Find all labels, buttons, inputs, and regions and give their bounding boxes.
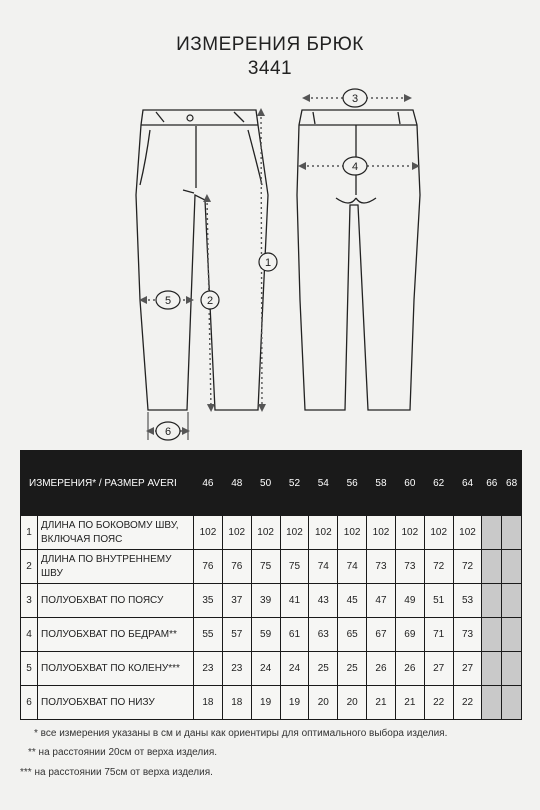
badge-6: [156, 422, 180, 440]
table-header-row: [21, 451, 522, 516]
table-cell: 27: [453, 652, 482, 686]
table-cell: 45: [338, 584, 367, 618]
table-row: [21, 516, 522, 550]
table-cell: 102: [309, 516, 338, 550]
table-cell: 65: [338, 618, 367, 652]
table-row: [21, 618, 522, 652]
footnote-1: * все измерения указаны в см и даны как ориентиры для оптимального выбора изделия.: [34, 728, 448, 739]
table-cell: 73: [453, 618, 482, 652]
table-cell: 102: [280, 516, 309, 550]
table-cell: 20: [338, 686, 367, 720]
size-header: 64: [453, 451, 482, 516]
table-cell: 21: [395, 686, 424, 720]
table-cell: 37: [222, 584, 251, 618]
table-cell: 19: [280, 686, 309, 720]
table-cell-empty: [482, 652, 502, 686]
table-cell: 23: [194, 652, 223, 686]
table-cell-empty: [502, 652, 522, 686]
table-cell-empty: [502, 516, 522, 550]
svg-text:3: 3: [351, 93, 359, 105]
row-number: 5: [21, 652, 38, 686]
measurement-name: [38, 550, 194, 584]
row-number: 1: [21, 516, 38, 550]
size-header: 60: [395, 451, 424, 516]
footnote-3: *** на расстоянии 75см от верха изделия.: [20, 767, 213, 778]
table-cell: 102: [453, 516, 482, 550]
table-cell: 19: [251, 686, 280, 720]
table-cell: 74: [338, 550, 367, 584]
badge-2: [201, 291, 219, 309]
measurement-name: ПОЛУОБХВАТ ПО КОЛЕНУ***: [38, 652, 194, 686]
measurement-name: ПОЛУОБХВАТ ПО НИЗУ: [38, 686, 194, 720]
row-number: 3: [21, 584, 38, 618]
size-header: 48: [222, 451, 251, 516]
svg-text:4: 4: [351, 161, 359, 173]
size-header: 52: [280, 451, 309, 516]
table-cell: 20: [309, 686, 338, 720]
front-view-trousers: [136, 110, 268, 410]
table-cell: 102: [251, 516, 280, 550]
measurement-name-line1: ДЛИНА ПО БОКОВОМУ ШВУ,: [41, 519, 179, 531]
table-cell: 69: [395, 618, 424, 652]
size-header: 58: [367, 451, 396, 516]
table-cell: 51: [424, 584, 453, 618]
table-cell: 67: [367, 618, 396, 652]
table-cell: 102: [222, 516, 251, 550]
table-cell-empty: [502, 686, 522, 720]
table-cell-empty: [502, 584, 522, 618]
table-cell: 72: [453, 550, 482, 584]
table-cell: 53: [453, 584, 482, 618]
badge-1: [259, 253, 277, 271]
table-cell: 47: [367, 584, 396, 618]
table-cell: 22: [424, 686, 453, 720]
table-cell-empty: [482, 516, 502, 550]
table-cell: 21: [367, 686, 396, 720]
svg-text:6: 6: [164, 426, 172, 438]
table-cell-empty: [502, 550, 522, 584]
table-cell: 102: [424, 516, 453, 550]
table-cell: 102: [367, 516, 396, 550]
table-cell-empty: [482, 618, 502, 652]
table-cell: 25: [338, 652, 367, 686]
table-cell: 27: [424, 652, 453, 686]
table-cell: 18: [194, 686, 223, 720]
page-title: ИЗМЕРЕНИЯ БРЮК: [176, 34, 364, 55]
measurement-name-line1: ДЛИНА ПО ВНУТРЕННЕМУ: [41, 553, 172, 565]
table-cell-empty: [482, 550, 502, 584]
measurement-name-line2: ВКЛЮЧАЯ ПОЯС: [41, 533, 123, 545]
measurement-name: ПОЛУОБХВАТ ПО БЕДРАМ**: [38, 618, 194, 652]
measurement-name: ПОЛУОБХВАТ ПО ПОЯСУ: [38, 584, 194, 618]
table-cell: 102: [395, 516, 424, 550]
table-cell-empty: [502, 618, 522, 652]
table-cell: 74: [309, 550, 338, 584]
table-cell: 23: [222, 652, 251, 686]
table-cell: 25: [309, 652, 338, 686]
table-cell: 41: [280, 584, 309, 618]
table-cell: 102: [338, 516, 367, 550]
badge-3: [343, 89, 367, 107]
table-row: [21, 584, 522, 618]
size-header: 68: [502, 451, 522, 516]
measurement-name: [38, 516, 194, 550]
table-cell: 75: [280, 550, 309, 584]
table-cell: 73: [395, 550, 424, 584]
table-cell: 72: [424, 550, 453, 584]
table-cell: 24: [251, 652, 280, 686]
table-row: [21, 550, 522, 584]
size-header: 66: [482, 451, 502, 516]
table-cell-empty: [482, 584, 502, 618]
row-number: 2: [21, 550, 38, 584]
size-header: 62: [424, 451, 453, 516]
badge-4: [343, 157, 367, 175]
measurement-name-line2: ШВУ: [41, 567, 63, 579]
svg-text:2: 2: [206, 295, 214, 307]
table-cell: 49: [395, 584, 424, 618]
table-cell: 26: [395, 652, 424, 686]
table-cell: 57: [222, 618, 251, 652]
svg-text:5: 5: [164, 295, 172, 307]
size-chart-table: [20, 450, 522, 720]
table-row: [21, 652, 522, 686]
table-cell: 43: [309, 584, 338, 618]
row-number: 6: [21, 686, 38, 720]
table-cell: 76: [222, 550, 251, 584]
table-cell: 76: [194, 550, 223, 584]
back-view-trousers: [297, 110, 420, 410]
table-cell: 75: [251, 550, 280, 584]
table-cell-empty: [482, 686, 502, 720]
table-cell: 26: [367, 652, 396, 686]
svg-text:1: 1: [264, 257, 272, 269]
table-cell: 61: [280, 618, 309, 652]
table-cell: 73: [367, 550, 396, 584]
size-header: 54: [309, 451, 338, 516]
table-cell: 63: [309, 618, 338, 652]
table-cell: 22: [453, 686, 482, 720]
row-number: 4: [21, 618, 38, 652]
size-header: 56: [338, 451, 367, 516]
table-cell: 102: [194, 516, 223, 550]
table-row: [21, 686, 522, 720]
size-header: 46: [194, 451, 223, 516]
size-header: 50: [251, 451, 280, 516]
header-label: ИЗМЕРЕНИЯ* / РАЗМЕР AVERI: [21, 451, 194, 516]
badge-5: [156, 291, 180, 309]
model-number: 3441: [247, 58, 293, 79]
table-cell: 59: [251, 618, 280, 652]
table-cell: 35: [194, 584, 223, 618]
table-cell: 71: [424, 618, 453, 652]
footnote-2: ** на расстоянии 20см от верха изделия.: [28, 747, 218, 758]
table-cell: 39: [251, 584, 280, 618]
table-cell: 55: [194, 618, 223, 652]
table-cell: 24: [280, 652, 309, 686]
table-cell: 18: [222, 686, 251, 720]
